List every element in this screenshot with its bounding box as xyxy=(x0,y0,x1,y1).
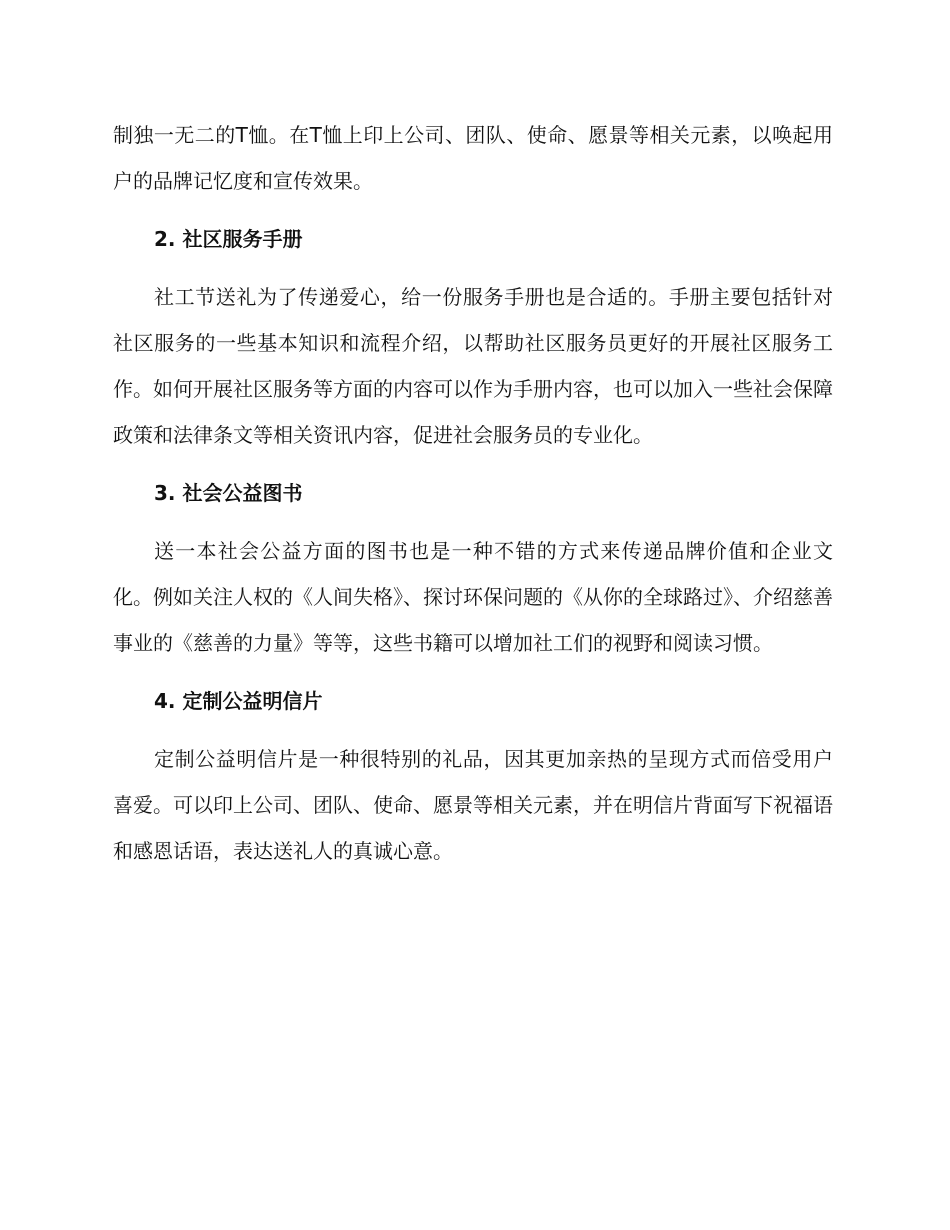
section-heading-postcards: 4. 定制公益明信片 xyxy=(154,689,323,713)
intro-paragraph: 制独一无二的T恤。在T恤上印上公司、团队、使命、愿景等相关元素，以唤起用户的品牌记忆度和宣传效果。 xyxy=(113,123,833,193)
section-body-charity-books: 送一本社会公益方面的图书也是一种不错的方式来传递品牌价值和企业文化。例如关注人权的《人间失格》、探讨环保问题的《从你的全球路过》、介绍慈善事业的《慈善的力量》等等，这些书籍可以增加社工们的视野和阅读习惯。 xyxy=(113,539,833,655)
section-body-service-manual: 社工节送礼为了传递爱心，给一份服务手册也是合适的。手册主要包括针对社区服务的一些基本知识和流程介绍，以帮助社区服务员更好的开展社区服务工作。如何开展社区服务等方面的内容可以作为手册内容，也可以加入一些社会保障政策和法律条文等相关资讯内容，促进社会服务员的专业化。 xyxy=(113,285,833,447)
document-page xyxy=(113,112,833,874)
section-heading-charity-books: 3. 社会公益图书 xyxy=(154,481,303,505)
section-heading-service-manual: 2. 社区服务手册 xyxy=(154,227,303,251)
section-body-postcards: 定制公益明信片是一种很特别的礼品，因其更加亲热的呈现方式而倍受用户喜爱。可以印上公司、团队、使命、愿景等相关元素，并在明信片背面写下祝福语和感恩话语，表达送礼人的真诚心意。 xyxy=(113,747,833,863)
